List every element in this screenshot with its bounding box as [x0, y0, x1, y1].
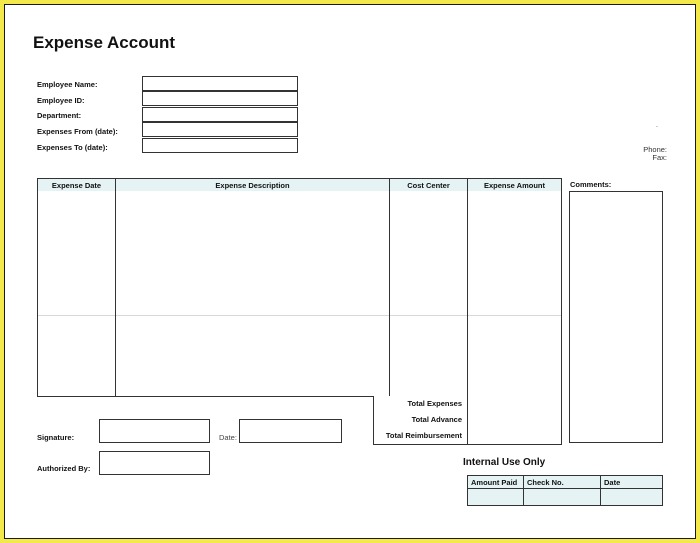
employee-id-label: Employee ID:: [37, 96, 85, 105]
expense-description-column[interactable]: [115, 191, 390, 397]
contact-dot: .: [656, 122, 658, 129]
total-advance-label: Total Advance: [411, 415, 462, 424]
internal-header-check-no: Check No.: [523, 475, 601, 489]
column-header-expense-amount: Expense Amount: [467, 178, 562, 192]
comments-label: Comments:: [570, 180, 612, 189]
authorized-by-field[interactable]: [99, 451, 210, 475]
internal-use-title: Internal Use Only: [463, 457, 546, 468]
expenses-to-label: Expenses To (date):: [37, 143, 108, 152]
form-title: Expense Account: [33, 33, 176, 52]
totals-amount-box[interactable]: [467, 396, 562, 445]
authorized-by-label: Authorized By:: [37, 464, 91, 473]
column-header-expense-date: Expense Date: [37, 178, 116, 192]
internal-date-field[interactable]: [600, 488, 663, 506]
check-no-field[interactable]: [523, 488, 601, 506]
employee-id-field[interactable]: [142, 91, 298, 106]
fax-label: Fax:: [652, 153, 667, 162]
total-reimbursement-label: Total Reimbursement: [385, 431, 462, 440]
expenses-to-field[interactable]: [142, 138, 298, 153]
expenses-from-label: Expenses From (date):: [37, 127, 118, 136]
signature-label: Signature:: [37, 433, 75, 442]
signature-date-label: Date:: [219, 433, 237, 442]
internal-header-date: Date: [600, 475, 663, 489]
internal-header-amount-paid: Amount Paid: [467, 475, 524, 489]
column-header-cost-center: Cost Center: [389, 178, 468, 192]
department-label: Department:: [37, 111, 82, 120]
department-field[interactable]: [142, 107, 298, 122]
phone-label: Phone:: [643, 145, 667, 154]
total-expenses-label: Total Expenses: [407, 399, 462, 408]
expense-date-column[interactable]: [37, 191, 116, 397]
expenses-from-field[interactable]: [142, 122, 298, 137]
cost-center-column[interactable]: [389, 191, 468, 397]
comments-box[interactable]: [569, 191, 663, 443]
amount-paid-field[interactable]: [467, 488, 524, 506]
signature-field[interactable]: [99, 419, 210, 443]
column-header-expense-description: Expense Description: [115, 178, 390, 192]
signature-date-field[interactable]: [239, 419, 342, 443]
employee-name-field[interactable]: [142, 76, 298, 91]
employee-name-label: Employee Name:: [37, 80, 98, 89]
expense-amount-column[interactable]: [467, 191, 562, 397]
